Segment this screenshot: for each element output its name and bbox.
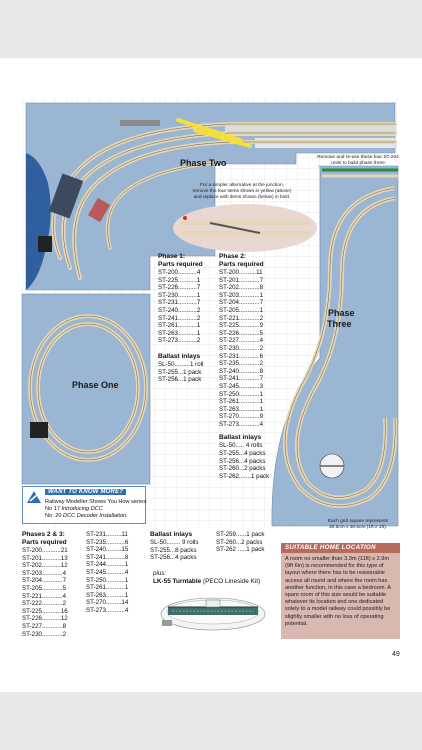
want-line-2-num: No 17 — [45, 506, 62, 512]
list-item: ST-200..........11 — [219, 269, 263, 276]
list-item: ST-260...2 packs — [216, 538, 263, 546]
grid-note-2: 30.5cm x 30.5cm (1ft x 1ft). — [328, 525, 388, 530]
list-item: ST-200...........21 — [22, 547, 68, 554]
list-item: ST-200...........4 — [158, 269, 201, 276]
phase2-ballast-title: Ballast inlays — [219, 434, 262, 442]
phase1-title-1: Phase 1: — [158, 253, 186, 260]
info-arrow-icon — [26, 490, 42, 504]
phase23-title-2: Parts required — [22, 539, 67, 546]
remove-note-1: Remove and re-use these four ST-204 — [317, 155, 399, 160]
list-item: ST-240...........2 — [158, 306, 201, 314]
list-item: ST-263...........1 — [86, 591, 129, 599]
list-item: ST-225............9 — [219, 322, 264, 330]
phase2-list — [219, 253, 269, 480]
list-item: ST-202............8 — [219, 284, 264, 292]
list-item: ST-204............7 — [219, 299, 264, 307]
platform — [120, 120, 160, 126]
list-item: ST-203............1 — [219, 291, 264, 299]
list-item: ST-235...........6 — [86, 538, 129, 546]
list-item: ST-241...........2 — [158, 314, 201, 322]
list-item: ST-256...4 packs — [219, 457, 266, 465]
list-item: ST-263............1 — [219, 405, 264, 413]
list-item: ST-260...2 packs — [219, 465, 266, 473]
list-item: ST-235............2 — [219, 360, 264, 368]
turntable-subtitle: (PECO Lineside Kit) — [201, 578, 261, 585]
turntable-caption — [153, 578, 260, 586]
list-item: ST-226...........7 — [158, 284, 201, 292]
list-item: ST-230............2 — [219, 344, 264, 352]
list-item: SL-50..... 4 rolls — [219, 442, 263, 450]
list-item: ST-250...........1 — [86, 576, 129, 584]
list-item: ST-227............8 — [22, 622, 67, 630]
list-item: ST-225...........16 — [22, 607, 68, 615]
page-number: 49 — [392, 651, 400, 658]
list-item: ST-270............9 — [219, 413, 264, 421]
want-to-know-more-box — [22, 486, 146, 524]
list-item: ST-230............2 — [22, 630, 67, 638]
list-item: ST-201............7 — [219, 276, 264, 284]
phase23-title-1: Phases 2 & 3: — [22, 531, 65, 538]
list-item: ST-261...........1 — [86, 584, 129, 592]
suitable-home-location-title: SUITABLE HOME LOCATION — [281, 543, 400, 553]
list-item: ST-202...........12 — [22, 562, 68, 570]
list-item: ST-244...........1 — [86, 561, 129, 569]
list-item: ST-205............5 — [22, 584, 67, 592]
list-item: ST-255...1 pack — [158, 368, 202, 376]
phase23-col4 — [216, 531, 265, 554]
list-item: ST-204............7 — [22, 577, 67, 585]
junction-inset — [173, 204, 317, 252]
list-item: ST-270.........14 — [86, 599, 129, 607]
list-item: ST-226............5 — [219, 329, 264, 337]
junction-note-1: For a simpler alternative at the junction, — [200, 183, 284, 188]
list-item: ST-255...8 packs — [150, 546, 197, 554]
list-item: ST-255...4 packs — [219, 450, 266, 458]
phase1-list — [158, 253, 203, 384]
junction-note-3: and replace with items shown (below) in bold. — [193, 195, 291, 200]
list-item: ST-221............4 — [22, 592, 67, 600]
list-item: ST-222............2 — [22, 600, 67, 608]
phase23-col2 — [86, 531, 128, 615]
phase2-title-2: Parts required — [219, 261, 264, 268]
want-line-1: Railway Modeller Shows You How series: — [45, 499, 148, 505]
turntable-title: LK-55 Turntable — [153, 578, 202, 585]
list-item: ST-221............2 — [219, 314, 264, 322]
remove-note-2: units to build phase three — [331, 161, 385, 166]
list-item: ST-203............4 — [22, 569, 67, 577]
list-item: ST-231.........11 — [86, 531, 128, 538]
list-item: ST-241...........8 — [86, 553, 129, 561]
list-item: ST-262 .....1 pack — [216, 546, 265, 554]
junction-note-2: remove the four items shown in yellow (above) — [192, 189, 292, 194]
list-item: ST-240............8 — [219, 367, 264, 375]
list-item: ST-240.........15 — [86, 546, 129, 554]
list-item: ST-259......1 pack — [216, 531, 265, 538]
list-item: ST-273...........2 — [158, 337, 201, 345]
list-item: ST-261...........1 — [158, 322, 201, 330]
phase23-col1 — [22, 531, 68, 638]
turntable-plus: plus: — [153, 570, 167, 577]
phase-three-label-2: Three — [327, 319, 352, 329]
list-item: ST-226...........12 — [22, 615, 68, 623]
want-line-3-num: No. 20 — [45, 513, 64, 519]
list-item: ST-263...........1 — [158, 329, 201, 337]
list-item: ST-250............1 — [219, 390, 264, 398]
want-line-3-title: DCC Decoder Installation. — [63, 513, 128, 519]
want-to-know-title: WANT TO KNOW MORE? — [45, 489, 126, 495]
list-item: ST-231............6 — [219, 352, 264, 360]
phase-one-label: Phase One — [72, 380, 119, 390]
want-line-2-title: Introducing DCC — [61, 506, 103, 512]
want-to-know-body — [45, 499, 148, 520]
list-item: ST-231...........7 — [158, 299, 201, 307]
list-item: ST-256...1 pack — [158, 376, 202, 384]
phase-two-label: Phase Two — [180, 158, 227, 168]
list-item: ST-273............4 — [219, 420, 264, 428]
list-item: ST-230...........1 — [158, 291, 201, 299]
list-item: ST-262.......1 pack — [219, 472, 270, 480]
phase23-ballast-title: Ballast inlays — [150, 531, 193, 538]
list-item: ST-201...........13 — [22, 554, 68, 562]
list-item: ST-273...........4 — [86, 606, 129, 614]
list-item: SL-50.........1 roll — [158, 360, 204, 368]
phase23-ballast — [150, 531, 199, 562]
list-item: ST-245...........4 — [86, 568, 129, 576]
suitable-home-location-box — [281, 543, 400, 639]
phase1-ballast-title: Ballast inlays — [158, 352, 201, 360]
phase-three-label-1: Phase — [328, 308, 355, 318]
list-item: SL-50........ 9 rolls — [150, 539, 199, 546]
phase2-title-1: Phase 2: — [219, 253, 247, 260]
grid-note-1: Each grid square represents — [327, 519, 389, 524]
list-item: ST-261............1 — [219, 398, 264, 406]
list-item: ST-245............3 — [219, 382, 264, 390]
turntable-photo — [158, 590, 268, 634]
list-item: ST-256...4 packs — [150, 554, 197, 562]
list-item: ST-227............4 — [219, 337, 264, 345]
list-item: ST-241............7 — [219, 375, 264, 383]
loco-shed — [38, 236, 52, 252]
list-item: ST-205............1 — [219, 306, 264, 314]
suitable-home-location-body: A room no smaller than 3.3m (11ft) x 2.9m (9ft 6in) is recommended for this type of layout where there has to be reasonable access all round and where the room has another function, in this case a bedroom. A spare room of this size would be suitable whatever its location and one dedicated solely to a model railway could possibly be slightly smaller with no loss of operating potential. — [285, 556, 391, 627]
list-item: ST-225...........1 — [158, 276, 201, 284]
phase-one-shed — [30, 422, 48, 438]
phase1-title-2: Parts required — [158, 261, 203, 268]
